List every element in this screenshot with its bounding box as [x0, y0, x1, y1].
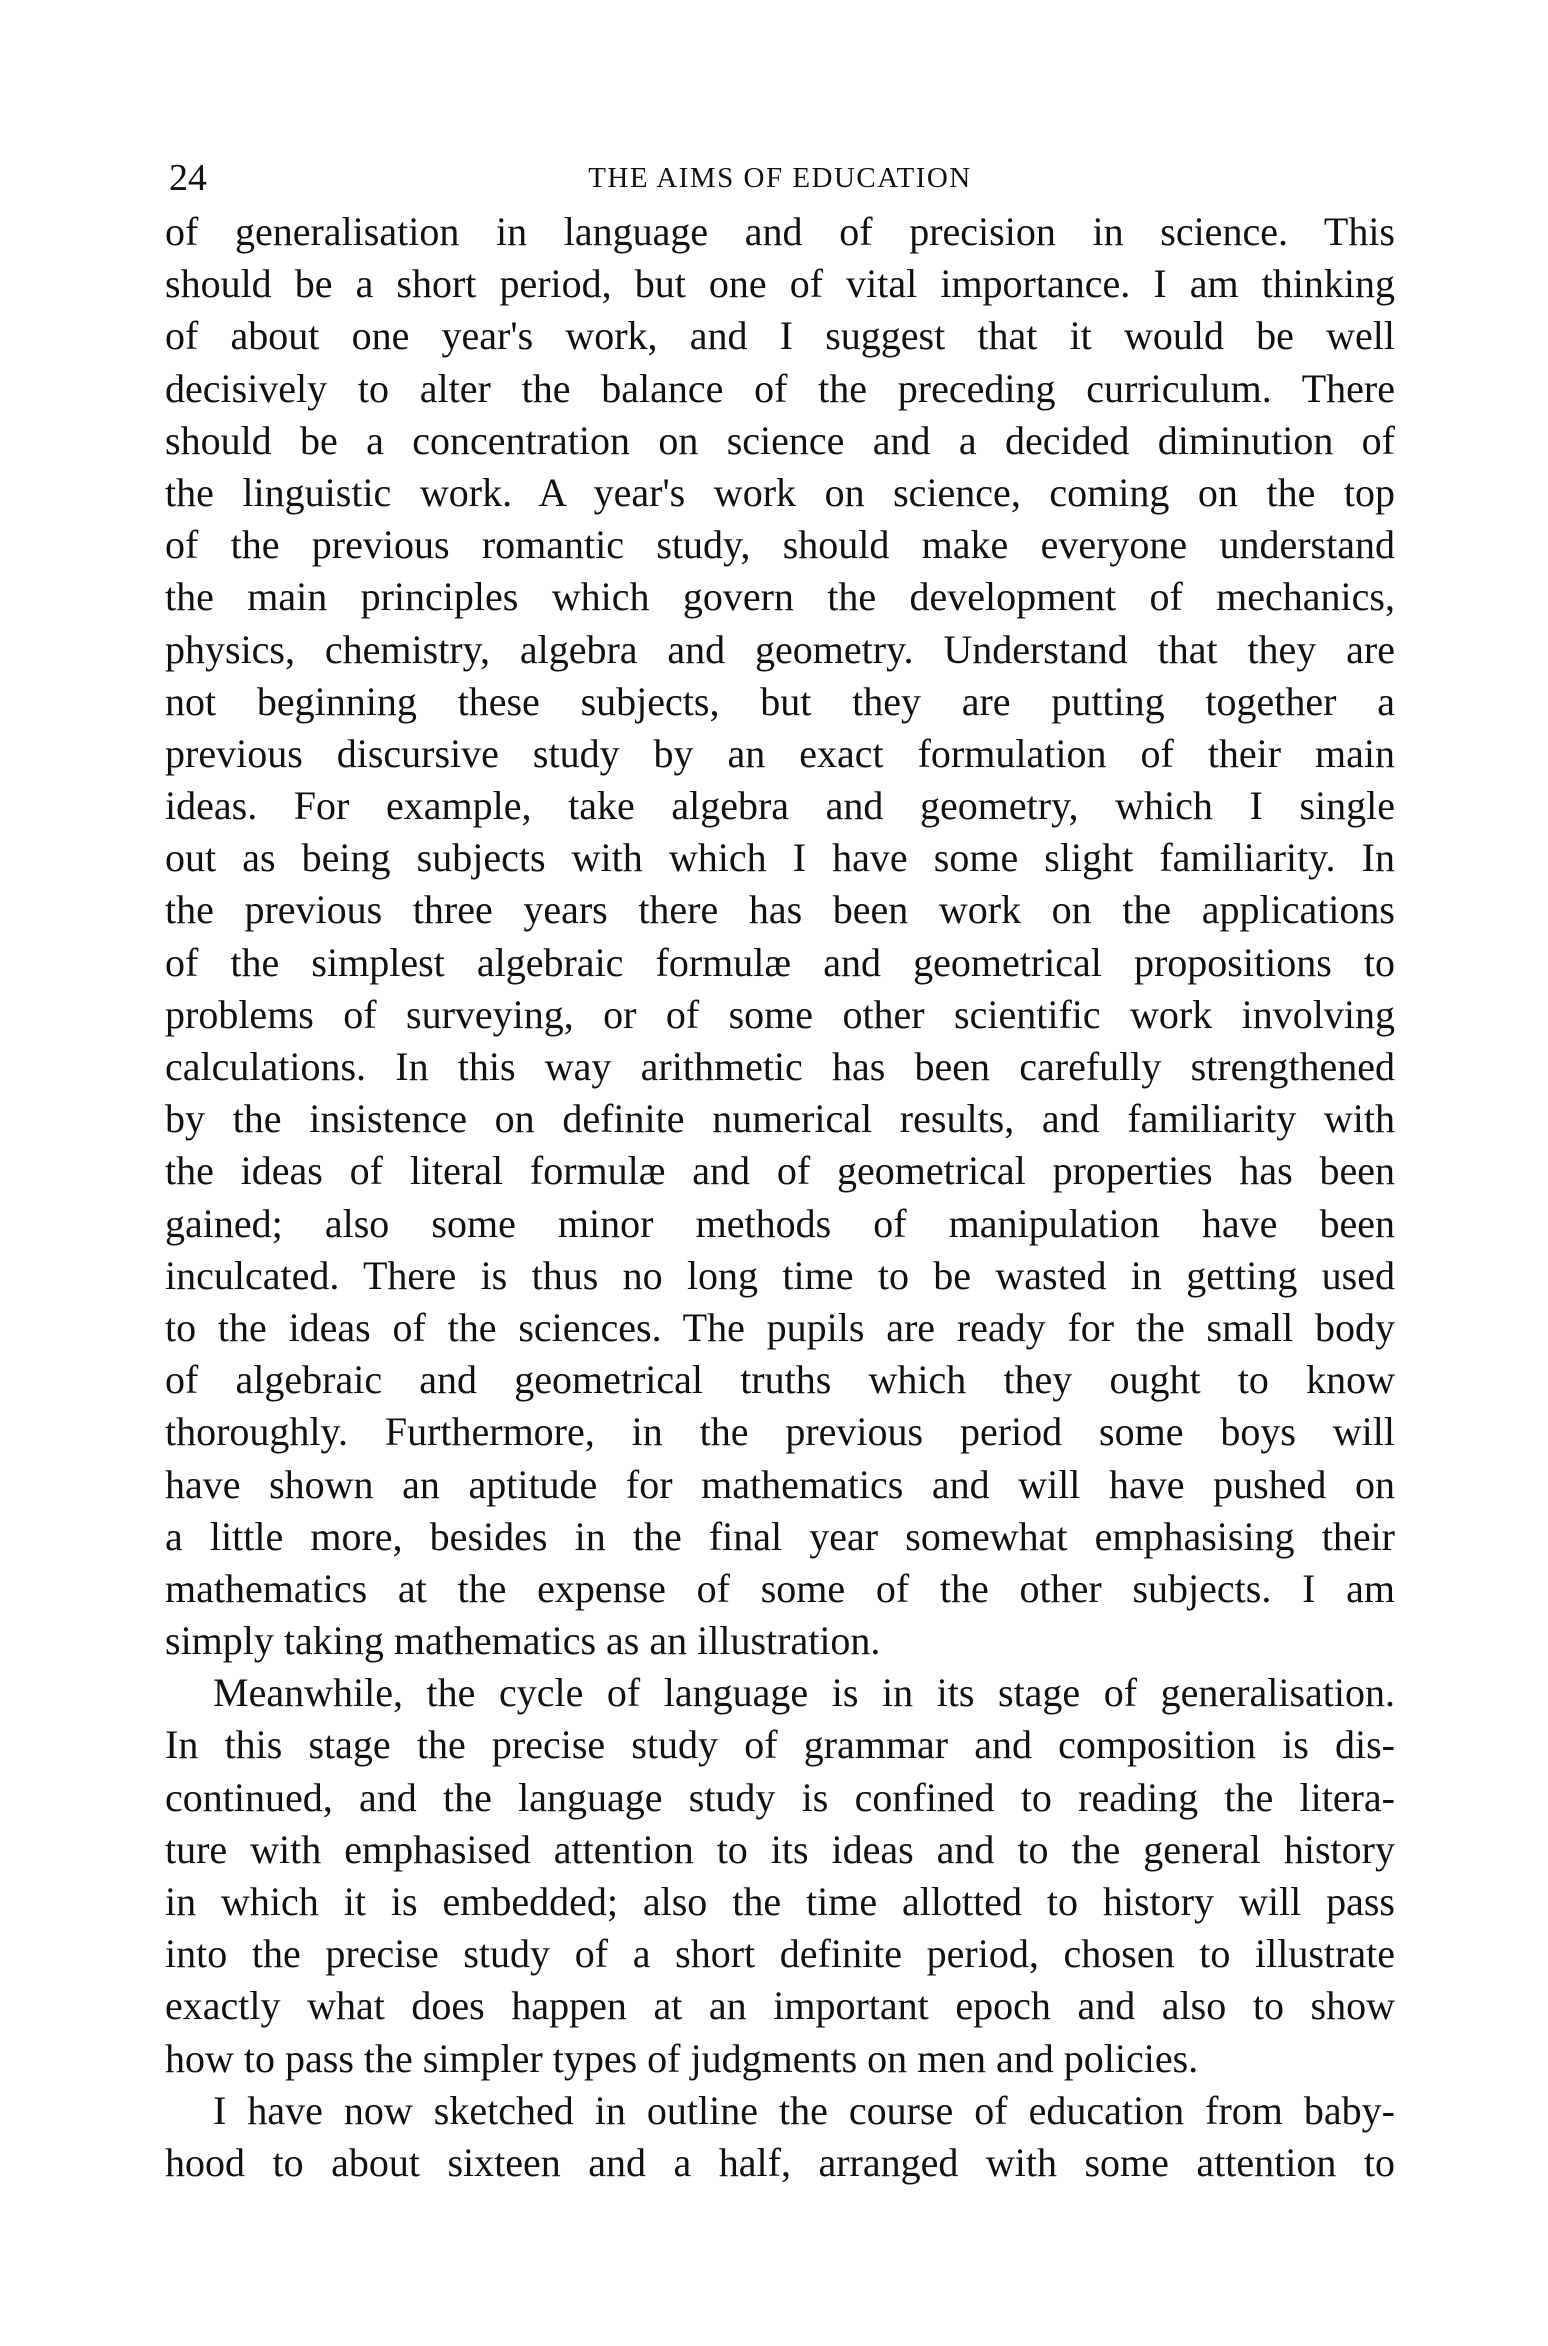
paragraph — [165, 2085, 1395, 2189]
text-line: ture with emphasised attention to its ideas and to the general history — [165, 1826, 1395, 1872]
text-line: the linguistic work. A year's work on science, coming on the top — [165, 469, 1395, 515]
text-line: not beginning these subjects, but they are putting together a — [165, 678, 1395, 724]
text-line: of the previous romantic study, should make everyone understand — [165, 522, 1395, 568]
text-line: a little more, besides in the final year somewhat emphasising their — [165, 1513, 1395, 1559]
text-line: problems of surveying, or of some other scientific work involving — [165, 991, 1395, 1037]
text-line: simply taking mathematics as an illustration. — [165, 1618, 881, 1664]
page-number: 24 — [169, 157, 207, 199]
text-line: inculcated. There is thus no long time to be wasted in getting used — [165, 1252, 1395, 1298]
paragraph — [165, 206, 1395, 1667]
text-line: should be a short period, but one of vital importance. I am thinking — [165, 261, 1395, 307]
text-line: of algebraic and geometrical truths which they ought to know — [165, 1357, 1395, 1403]
text-line: of generalisation in language and of precision in science. This — [165, 209, 1395, 254]
book-page — [165, 150, 1395, 2189]
text-line: hood to about sixteen and a half, arranged with some attention to — [165, 2139, 1395, 2185]
text-line: should be a concentration on science and a decided diminution of — [165, 417, 1395, 463]
running-head — [165, 150, 1395, 206]
text-line: gained; also some minor methods of manipulation have been — [165, 1200, 1395, 1246]
text-line: the ideas of literal formulæ and of geometrical properties has been — [165, 1148, 1395, 1194]
text-line: continued, and the language study is confined to reading the litera- — [165, 1774, 1395, 1820]
text-line: decisively to alter the balance of the preceding curriculum. There — [165, 365, 1395, 411]
text-line: thoroughly. Furthermore, in the previous period some boys will — [165, 1409, 1395, 1455]
text-line: in which it is embedded; also the time allotted to history will pass — [165, 1879, 1395, 1924]
paragraph — [165, 1667, 1395, 2085]
text-line: of about one year's work, and I suggest that it would be well — [165, 313, 1395, 359]
text-line: out as being subjects with which I have some slight familiarity. In — [165, 835, 1395, 881]
running-title: THE AIMS OF EDUCATION — [588, 162, 972, 194]
text-line: the previous three years there has been work on the applications — [165, 887, 1395, 933]
text-line: Meanwhile, the cycle of language is in its stage of generalisation. — [213, 1670, 1395, 1716]
text-line: In this stage the precise study of grammar and composition is dis- — [165, 1722, 1395, 1768]
body-text — [165, 206, 1395, 2189]
text-line: exactly what does happen at an important epoch and also to show — [165, 1983, 1395, 2029]
text-line: calculations. In this way arithmetic has been carefully strengthened — [165, 1044, 1395, 1089]
text-line: I have now sketched in outline the course of education from baby- — [213, 2087, 1395, 2133]
text-line: to the ideas of the sciences. The pupils are ready for the small body — [165, 1304, 1395, 1350]
text-line: have shown an aptitude for mathematics and will have pushed on — [165, 1461, 1395, 1507]
text-line: into the precise study of a short definite period, chosen to illustrate — [165, 1931, 1395, 1977]
text-line: of the simplest algebraic formulæ and geometrical propositions to — [165, 939, 1395, 985]
text-line: previous discursive study by an exact formulation of their main — [165, 730, 1395, 776]
text-line: how to pass the simpler types of judgments on men and policies. — [165, 2035, 1199, 2081]
text-line: mathematics at the expense of some of the other subjects. I am — [165, 1565, 1395, 1611]
text-line: physics, chemistry, algebra and geometry. Understand that they are — [165, 626, 1395, 672]
text-line: by the insistence on definite numerical results, and familiarity with — [165, 1096, 1395, 1142]
text-line: ideas. For example, take algebra and geometry, which I single — [165, 783, 1395, 829]
text-line: the main principles which govern the development of mechanics, — [165, 574, 1395, 620]
